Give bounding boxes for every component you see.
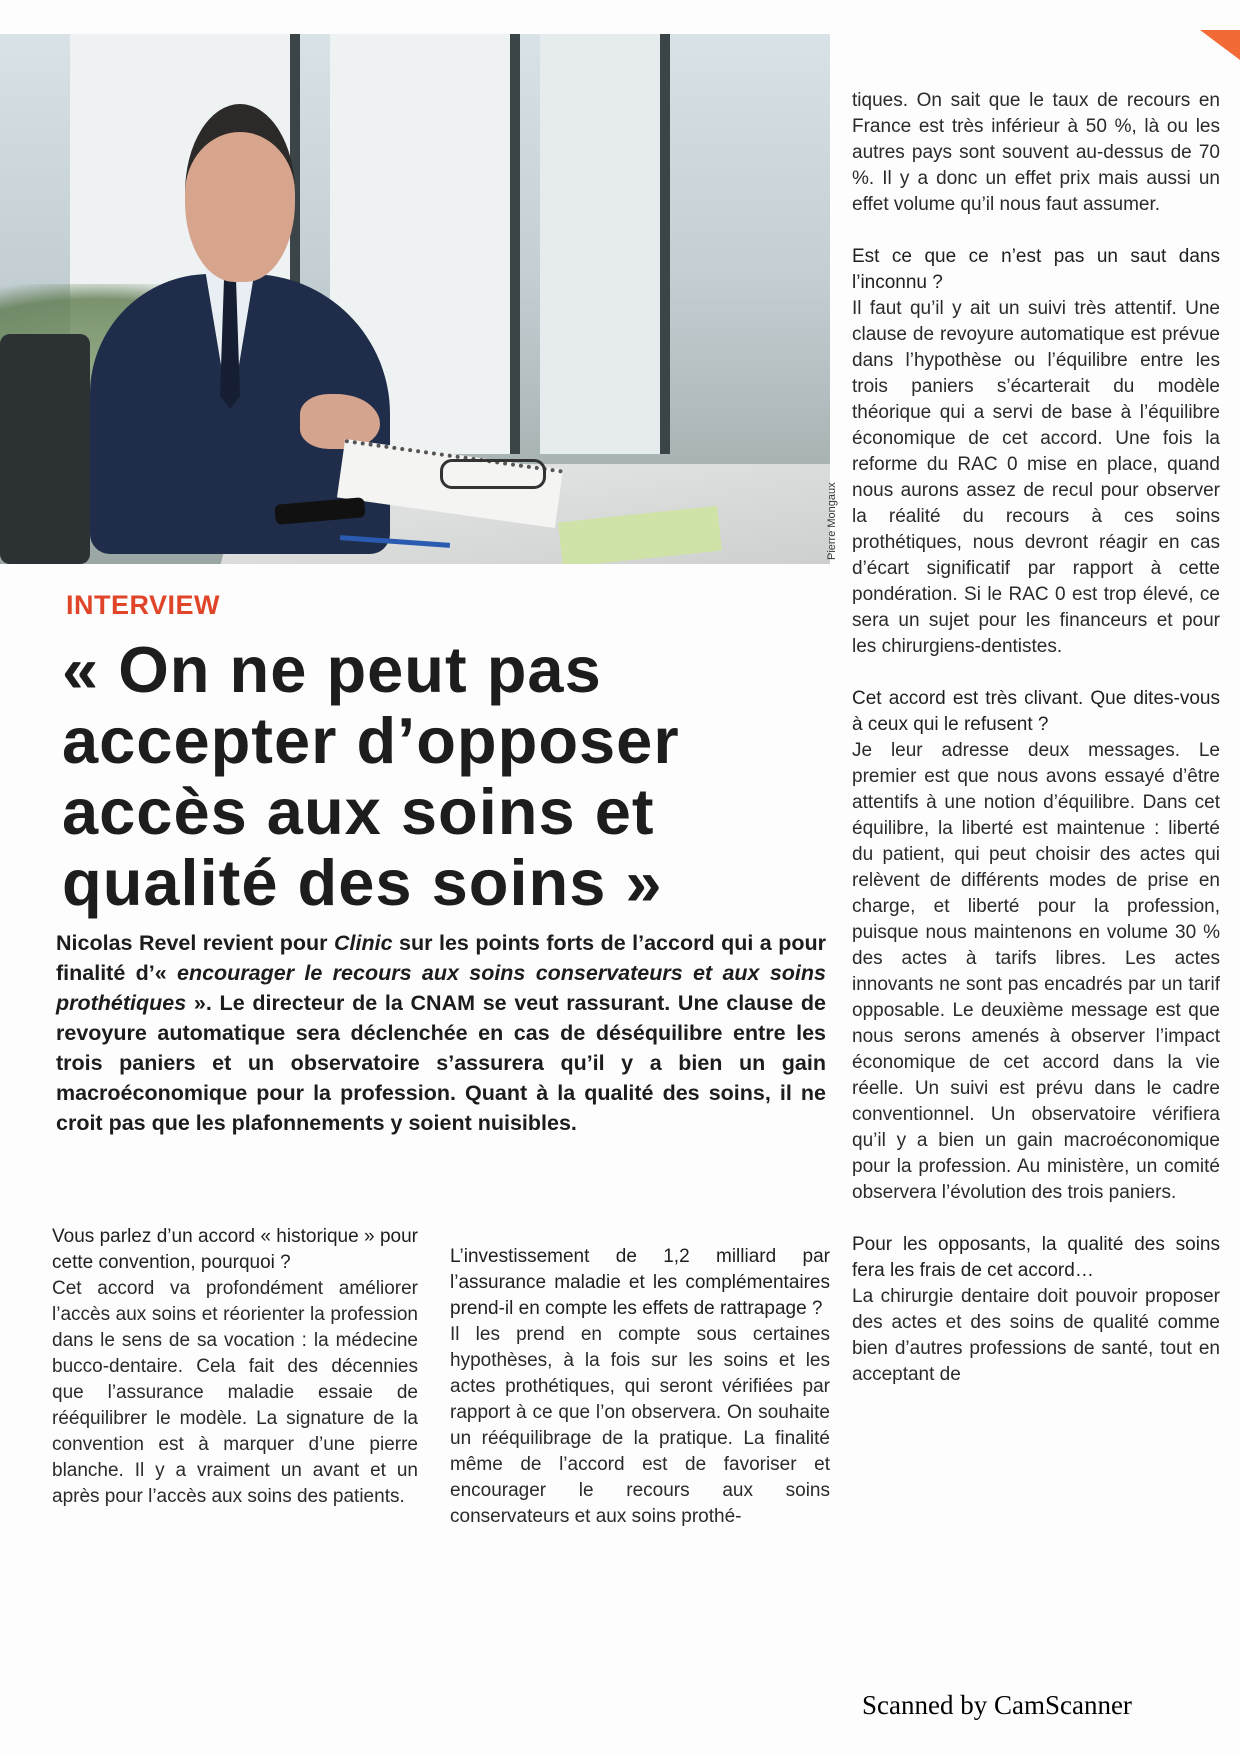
interview-photo — [0, 34, 830, 564]
scanner-watermark: Scanned by CamScanner — [862, 1690, 1132, 1720]
magazine-name: Clinic — [334, 931, 393, 955]
article-lede: Nicolas Revel revient pour Clinic sur les points forts de l’accord qui a pour finalité d’« encourager le recours aux soins conservateurs et aux soins prothétiques ». Le directeur de la CNAM se veut rassurant. Une clause de revoyure automatique sera déclenchée en cas de déséquilibre entre les trois paniers et un observatoire s’assurera qu’il y a bien un gain macroéconomique pour la profession. Quant à la qualité des soins, il ne croit pas que les plafonnements y soient nuisibles. — [56, 931, 826, 1135]
interview-question: Cet accord est très clivant. Que dites-vous à ceux qui le refusent ? — [852, 688, 1220, 735]
article-headline: « On ne peut pas accepter d’opposer accès aux soins et qualité des soins » — [62, 633, 680, 919]
interview-answer: Il faut qu’il y ait un suivi très attentif. Une clause de revoyure automatique est prévue dans l’hypothèse ou l’équilibre entre les trois paniers s’écarterait du modèle théorique qui a servi de base à l’équilibre économique de cet accord. Une fois la reforme du RAC 0 mise en place, quand nous aurons assez de recul pour observer la réalité du recours à ces soins prothétiques, nous devront réagir en cas d’écart significatif par rapport à cette pondération. Si le RAC 0 est trop élevé, ce sera un sujet pour les financeurs et pour les chirurgiens-dentistes. — [852, 298, 1220, 657]
interview-question: Pour les opposants, la qualité des soins fera les frais de cet accord… — [852, 1234, 1220, 1281]
interview-question: Est ce que ce n’est pas un saut dans l’inconnu ? — [852, 246, 1220, 293]
interview-answer: La chirurgie dentaire doit pouvoir proposer des actes et des soins de qualité comme bien d’autres professions de santé, tout en acceptant de — [852, 1286, 1220, 1385]
interview-question: Vous parlez d’un accord « historique » pour cette convention, pourquoi ? — [52, 1226, 418, 1273]
lede-quote: encourager le recours aux soins conservateurs et aux soins prothétiques — [56, 961, 826, 1015]
photo-credit: Pierre Mongaux — [826, 482, 838, 560]
interview-answer: Il les prend en compte sous certaines hypothèses, à la fois sur les soins et les actes prothétiques, qui seront vérifiées par rapport à ce que l’on observera. On souhaite un rééquilibrage de la pratique. La finalité même de l’accord est de favoriser et encourager le recours aux soins conservateurs et aux soins prothé- — [450, 1324, 830, 1527]
text-column-middle — [450, 1244, 830, 1530]
interview-answer: Cet accord va profondément améliorer l’accès aux soins et réorienter la profession dans le sens de sa vocation : la médecine bucco-dentaire. Cela fait des décennies que l’assurance maladie essaie de rééquilibrer le modèle. La signature de la convention est à marquer d’une pierre blanche. Il y a vraiment un avant et un après pour l’accès aux soins des patients. — [52, 1278, 418, 1507]
interview-answer: tiques. On sait que le taux de recours en France est très inférieur à 50 %, là ou les autres pays sont souvent au-dessus de 70 %. Il y a donc un effet prix mais aussi un effet volume qu’il nous faut assumer. — [852, 90, 1220, 215]
text-column-left — [52, 1224, 418, 1510]
text-column-right — [852, 88, 1220, 1388]
section-kicker: INTERVIEW — [66, 590, 221, 620]
page-corner-accent — [1200, 30, 1240, 60]
interview-answer: Je leur adresse deux messages. Le premier est que nous avons essayé d’être attentifs à une notion d’équilibre. Dans cet équilibre, la liberté est maintenue : liberté du patient, qui peut choisir des actes qui relèvent de différents modes de prise en charge, et liberté pour la profession, puisque nous maintenons en volume 30 % des actes à tarifs libres. Les actes innovants ne sont pas encadrés par un tarif opposable. Le deuxième message est que nous serons amenés à observer l’impact économique de cet accord dans la vie réelle. Un suivi est prévu dans le cadre conventionnel. Un observatoire vérifiera qu’il y a bien un gain macroéconomique pour la profession. Au ministère, un comité observera l’évolution des trois paniers. — [852, 740, 1220, 1203]
interview-question: L’investissement de 1,2 milliard par l’assurance maladie et les complémentaires prend-il en compte les effets de rattrapage ? — [450, 1246, 830, 1319]
